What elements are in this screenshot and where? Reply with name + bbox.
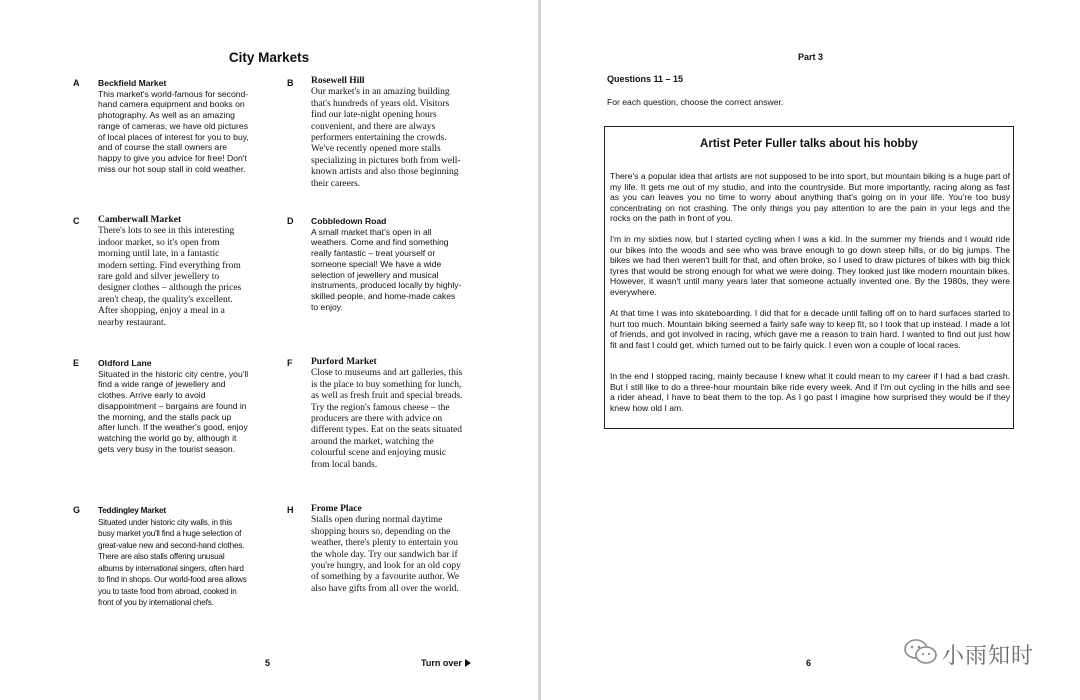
entry-letter-g: G [73, 505, 81, 515]
watermark [904, 637, 1054, 671]
entry-text: There's lots to see in this interesting indoor market, so it's open from morning until late, in a fantastic modern setting. Find everything from rare gold and silver jewellery to designer clothes – although the prices aren't cheap, the quality's excellent. After shopping, enjoy a meal in a nearby restaurant. [98, 226, 242, 328]
questions-heading: Questions 11 – 15 [607, 74, 684, 84]
entry-frome [311, 504, 461, 595]
page-number: 5 [265, 658, 271, 668]
page-number: 6 [806, 658, 812, 668]
entry-purford [311, 357, 463, 471]
entry-letter-b: B [287, 78, 294, 88]
entry-name: Purford Market [311, 357, 377, 367]
entry-text: Close to museums and art galleries, this is the place to buy something for lunch, as well as fresh fruit and special breads. Try the region's famous cheese – the producers are there with advice on different types. Eat on the seats situated around the market, watching the colourful scene and enjoying music from local bands. [311, 368, 463, 470]
entry-name: Rosewell Hill [311, 76, 365, 86]
entry-teddingley [98, 505, 248, 609]
entry-text: Situated in the historic city centre, you'll find a wide range of jewellery and clothes. Arrive early to avoid disappointment – bargains are found in the morning, and the stalls pack up after lunch. If the weather's good, enjoy watching the world go by, although it gets very busy in the tourist season. [98, 368, 249, 454]
entry-letter-h: H [287, 505, 294, 515]
entry-rosewell [311, 76, 463, 190]
part-heading: Part 3 [797, 52, 823, 62]
entry-letter-c: C [73, 216, 80, 226]
entry-name: Cobbledown Road [311, 216, 387, 226]
entry-name: Oldford Lane [98, 358, 152, 368]
article-paragraph: In the end I stopped racing, mainly because I knew what it could mean to my career if I had a bad crash. But I still like to do a three-hour mountain bike ride every week. And if I'm out cycling in the hills and see a rider ahead, I have to beat them to the top. As I go past I imagine how surprised they would be if they knew how old I am. [610, 371, 1010, 413]
watermark-text: 小雨知时 [942, 644, 1035, 669]
entry-text: This market's world-famous for second-hand camera equipment and books on photography. As well as an amazing range of cameras, we have old pictures of local places of interest for you to buy, and of course the stall owners are happy to give you advice for free! Don't miss our hot soup stall in cold weather. [98, 88, 249, 174]
entry-name: Frome Place [311, 504, 362, 514]
page-title: City Markets [228, 50, 310, 65]
entry-text: A small market that's open in all weathers. Come and find something really fantastic – treat yourself or someone special! We have a wide selection of jewellery and musical instruments, produced locally by highly-skilled people, and home-made cakes to enjoy. [311, 226, 462, 312]
entry-oldford [98, 358, 250, 454]
article-paragraph: At that time I was into skateboarding. I did that for a decade until falling off on to hard surfaces started to hurt too much. Mountain biking seemed a fairly safe way to keep fit, so I took that up instead. I made a lot of friends, and got involved in racing, which gave me a reason to train hard. I wanted to find out just how fit and fast I could get, which turned out to be fairly quick. I even won a couple of local races. [610, 308, 1010, 350]
entry-camberwall [98, 215, 248, 329]
arrow-right-icon [465, 659, 471, 667]
article-box [604, 126, 1014, 429]
entry-letter-f: F [287, 358, 293, 368]
entry-text: Stalls open during normal daytime shopping hours so, depending on the weather, there's plenty to entertain you the whole day. Try our sandwich bar if you're hungry, and look for an old copy of something by a favourite author. We also have gifts from all over the world. [311, 515, 461, 594]
entry-name: Camberwall Market [98, 215, 182, 225]
entry-beckfield [98, 78, 250, 174]
instruction-text: For each question, choose the correct answer. [607, 97, 784, 107]
entry-text: Our market's in an amazing building that's hundreds of years old. Visitors find our late-night opening hours convenient, and there are always performers entertaining the crowds. We've recently opened more stalls specializing in pictures both from well-known artists and also those beginning their careers. [311, 87, 461, 189]
turn-over-text: Turn over [421, 658, 462, 668]
wechat-icon [904, 638, 938, 666]
entry-text: Situated under historic city walls, in this busy market you'll find a huge selection of great-value new and second-hand clothes. There are also stalls offering unusual albums by international singers, often hard to find in shops. Our world-food area allows you to taste food from abroad, cooked in front of you by international chefs. [98, 517, 247, 607]
article-title: Artist Peter Fuller talks about his hobby [700, 138, 918, 150]
right-page [541, 0, 1080, 700]
entry-letter-a: A [73, 78, 80, 88]
entry-name: Teddingley Market [98, 506, 166, 515]
article-paragraph: There's a popular idea that artists are not supposed to be into sport, but mountain biking is a huge part of my life. It gets me out of my studio, and into the countryside. But more importantly, racing along as fast as you can leaves you no time to worry about anything that's going on in your life. You're too busy concentrating on not crashing. The only things you pay attention to are the pain in your legs and the rocks on the path in front of you. [610, 171, 1010, 223]
left-page [0, 0, 538, 700]
entry-letter-d: D [287, 216, 294, 226]
entry-name: Beckfield Market [98, 78, 167, 88]
entry-letter-e: E [73, 358, 80, 368]
entry-cobbledown [311, 216, 463, 312]
article-paragraph: I'm in my sixties now, but I started cycling when I was a kid. In the summer my friends and I would ride our bikes into the woods and see who was brave enough to go down steep hills, or do big jumps. The bikes we had then weren't built for that, and often broke, so I used to draw pictures of bikes with big thick tyres that would be strong enough for what we were doing. They looked just like modern mountain bikes. However, it wasn't until many years later that someone actually invented one. By the 1980s, they were everywhere. [610, 234, 1010, 297]
turn-over-label [421, 658, 471, 668]
